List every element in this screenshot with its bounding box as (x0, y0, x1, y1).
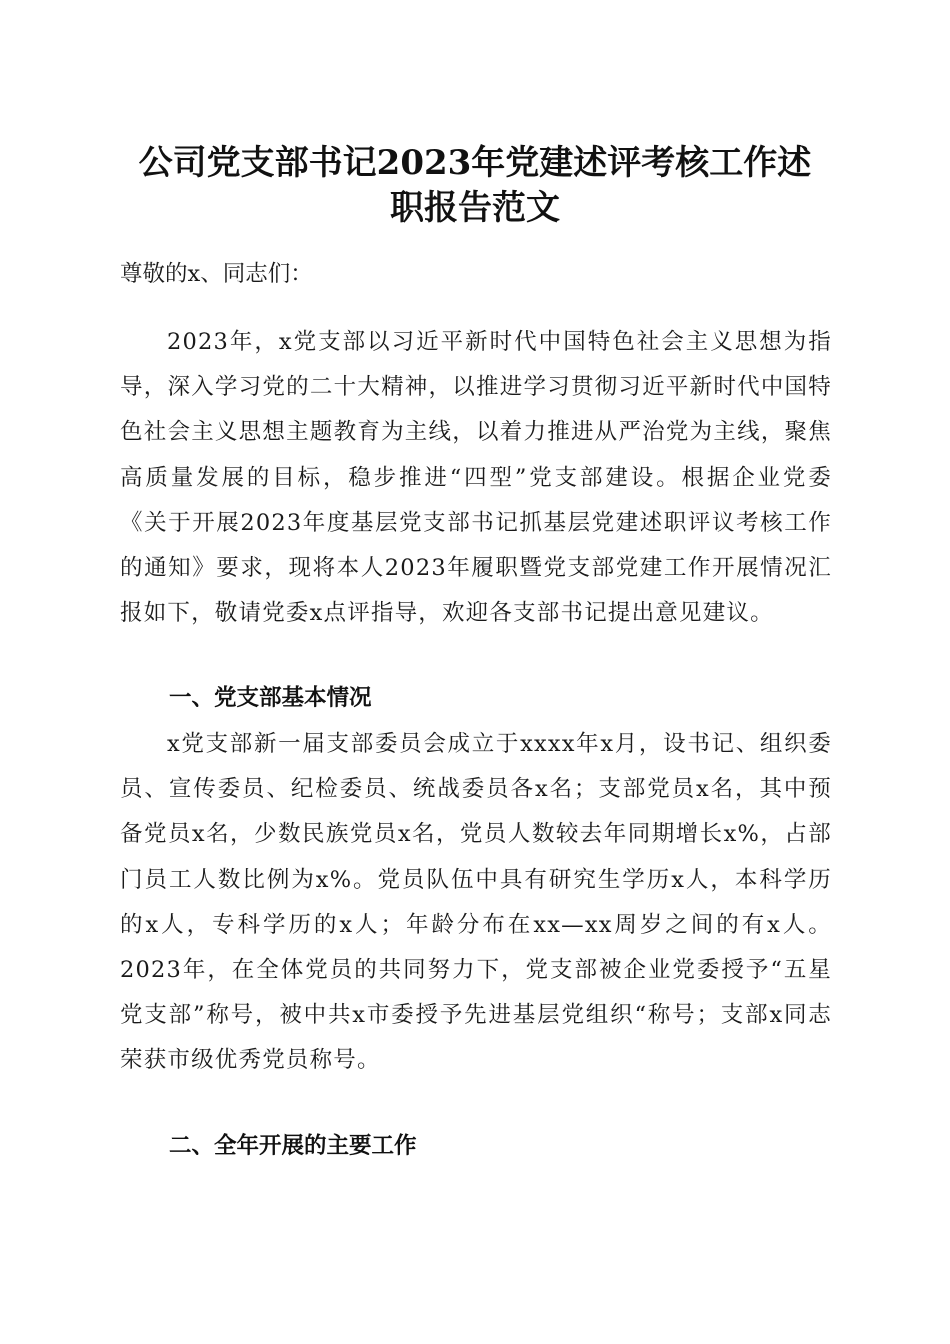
document-title-line-1: 公司党支部书记2023年党建述评考核工作述 (138, 143, 812, 183)
paragraph-intro: 2023年，x党支部以习近平新时代中国特色社会主义思想为指导，深入学习党的二十大精神，以推进学习贯彻习近平新时代中国特色社会主义思想主题教育为主线，以着力推进从严治党为主线，聚焦高质量发展的目标，稳步推进“四型”党支部建设。根据企业党委《关于开展2023年度基层党支部书记抓基层党建述职评议考核工作的通知》要求，现将本人2023年履职暨党支部党建工作开展情况汇报如下，敬请党委x点评指导，欢迎各支部书记提出意见建议。 (120, 329, 832, 627)
section-heading-basic-info: 一、党支部基本情况 (169, 685, 372, 711)
section-heading-main-work: 二、全年开展的主要工作 (169, 1133, 417, 1159)
paragraph-basic-info: x党支部新一届支部委员会成立于xxxx年x月，设书记、组织委员、宣传委员、纪检委员、统战委员各x名；支部党员x名，其中预备党员x名，少数民族党员x名，党员人数较去年同期增长x%，占部门员工人数比例为x%。党员队伍中具有研究生学历x人，本科学历的x人，专科学历的x人；年龄分布在xx—xx周岁之间的有x人。2023年，在全体党员的共同努力下，党支部被企业党委授予“五星党支部”称号，被中共x市委授予先进基层党组织“称号；支部x同志荣获市级优秀党员称号。 (120, 731, 832, 1074)
document-title-line-2: 职报告范文 (390, 188, 560, 228)
salutation: 尊敬的x、同志们： (120, 261, 313, 287)
